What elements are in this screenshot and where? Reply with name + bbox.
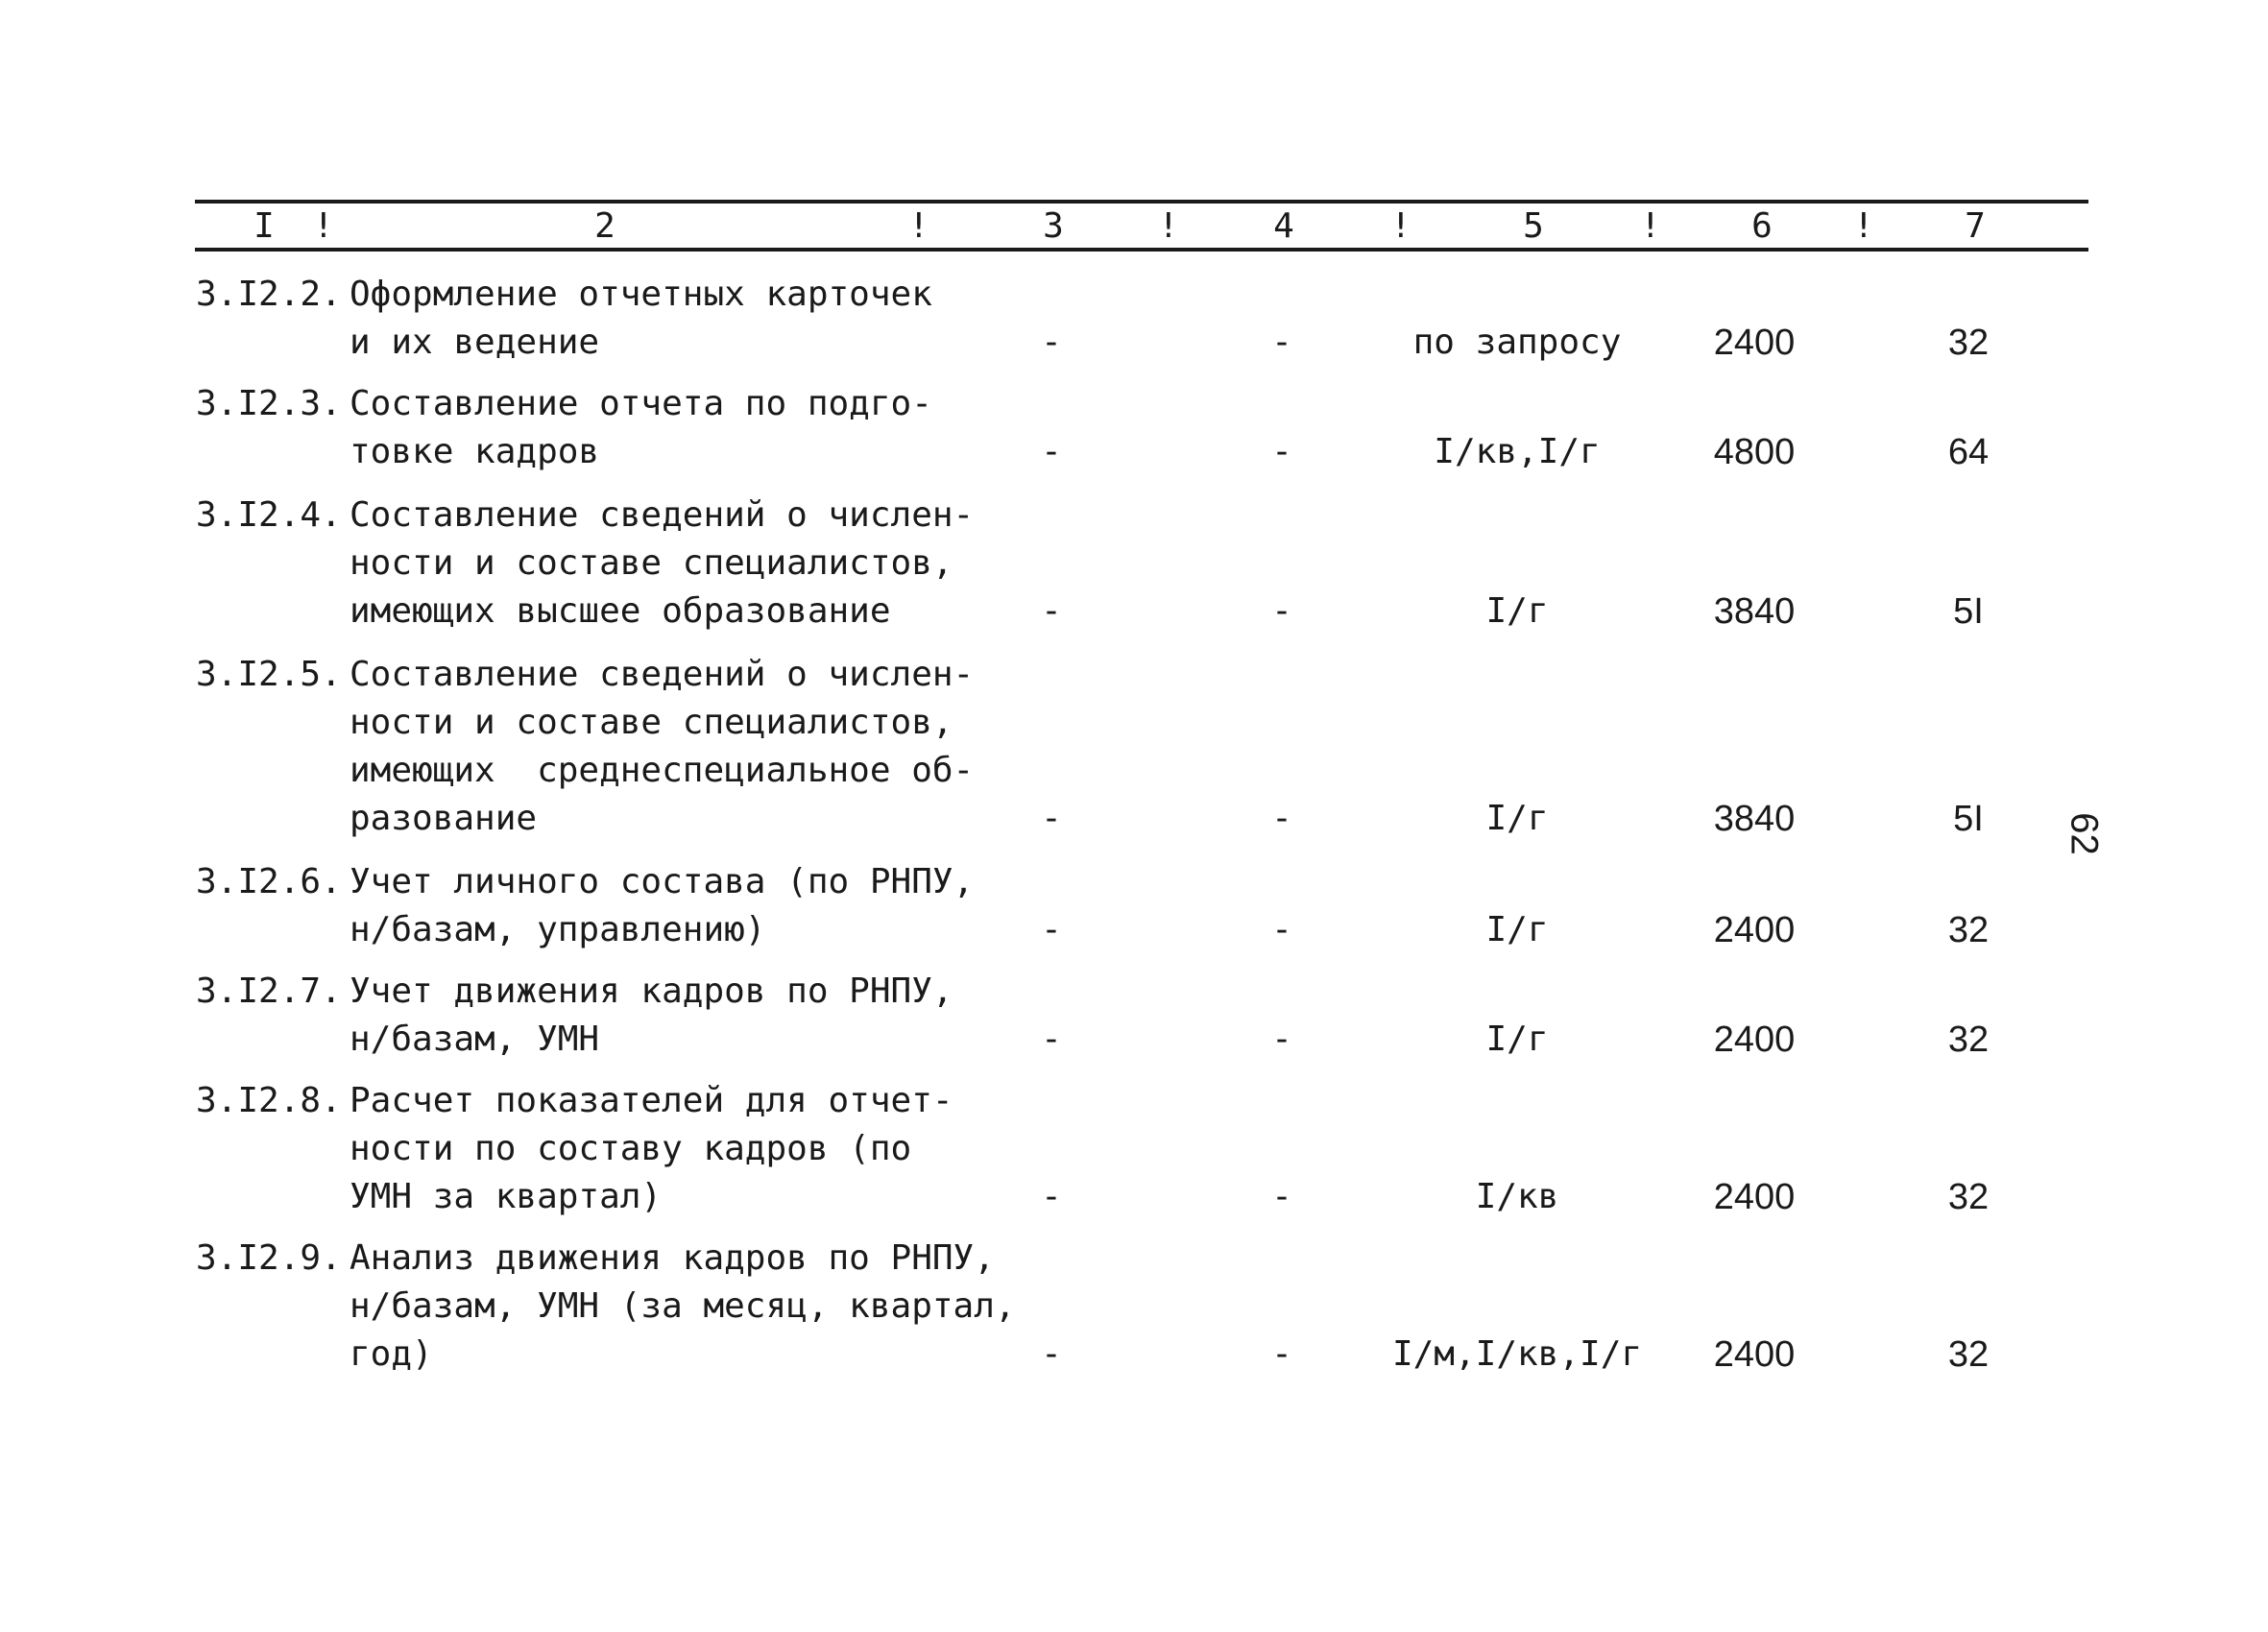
col4-value: - [1271, 432, 1292, 471]
col7-value: 64 [1947, 432, 1990, 472]
col4-value: - [1271, 323, 1292, 362]
col4-value: - [1271, 799, 1292, 838]
col7-value: 32 [1947, 1177, 1990, 1217]
item-description-line: Составление сведений о числен- [350, 495, 975, 535]
col7-value: 32 [1947, 910, 1990, 950]
item-description-line: н/базам, управлению) [350, 910, 766, 949]
item-number: 3.I2.5. [196, 655, 342, 694]
frequency-value: по запросу [1412, 323, 1622, 362]
col3-value: - [1041, 1334, 1062, 1374]
header-col-6: 6 [1751, 206, 1773, 246]
header-separator: ! [1158, 206, 1179, 246]
col3-value: - [1041, 323, 1062, 362]
header-separator: ! [1390, 206, 1411, 246]
frequency-value: I/г [1485, 799, 1549, 838]
header-col-5: 5 [1523, 206, 1544, 246]
item-number: 3.I2.7. [196, 972, 342, 1011]
header-col-1: I [253, 206, 275, 246]
col6-value: 4800 [1713, 432, 1796, 472]
item-description-line: УМН за квартал) [350, 1177, 663, 1216]
item-number: 3.I2.9. [196, 1238, 342, 1278]
col3-value: - [1041, 910, 1062, 949]
table-header-rule [195, 248, 2088, 252]
item-number: 3.I2.2. [196, 275, 342, 314]
item-description-line: н/базам, УМН (за месяц, квартал, [350, 1286, 1016, 1326]
item-description-line: Составление отчета по подго- [350, 384, 932, 423]
col6-value: 2400 [1713, 323, 1796, 363]
col4-value: - [1271, 910, 1292, 949]
header-separator: ! [1640, 206, 1661, 246]
col6-value: 2400 [1713, 1334, 1796, 1375]
col7-value: 32 [1947, 1020, 1990, 1060]
item-description-line: Учет личного состава (по РНПУ, [350, 862, 975, 901]
header-col-7: 7 [1965, 206, 1986, 246]
item-description-line: Учет движения кадров по РНПУ, [350, 972, 953, 1011]
col7-value: 32 [1947, 323, 1990, 363]
item-description-line: Оформление отчетных карточек [350, 275, 932, 314]
col7-value: 32 [1947, 1334, 1990, 1375]
item-description-line: товке кадров [350, 432, 600, 471]
col3-value: - [1041, 432, 1062, 471]
frequency-value: I/м,I/кв,I/г [1391, 1334, 1643, 1374]
item-description-line: ности и составе специалистов, [350, 543, 953, 583]
frequency-value: I/кв [1475, 1177, 1559, 1216]
frequency-value: I/г [1485, 591, 1549, 631]
table-top-rule [195, 200, 2088, 204]
col7-value: 5I [1953, 799, 1984, 839]
col4-value: - [1271, 1177, 1292, 1216]
header-col-2: 2 [594, 206, 615, 246]
col6-value: 2400 [1713, 1020, 1796, 1060]
col7-value: 5I [1953, 591, 1984, 632]
item-description-line: имеющих среднеспециальное об- [350, 751, 975, 790]
item-number: 3.I2.3. [196, 384, 342, 423]
frequency-value: I/г [1485, 910, 1549, 949]
item-description-line: и их ведение [350, 323, 600, 362]
item-description-line: н/базам, УМН [350, 1020, 600, 1059]
item-number: 3.I2.4. [196, 495, 342, 535]
col3-value: - [1041, 591, 1062, 631]
header-col-4: 4 [1273, 206, 1294, 246]
col4-value: - [1271, 1334, 1292, 1374]
item-description-line: Анализ движения кадров по РНПУ, [350, 1238, 995, 1278]
col6-value: 2400 [1713, 1177, 1796, 1217]
header-separator: ! [908, 206, 929, 246]
col3-value: - [1041, 799, 1062, 838]
header-col-3: 3 [1043, 206, 1064, 246]
frequency-value: I/кв,I/г [1434, 432, 1601, 471]
item-number: 3.I2.6. [196, 862, 342, 901]
item-description-line: Расчет показателей для отчет- [350, 1081, 953, 1120]
item-description-line: Составление сведений о числен- [350, 655, 975, 694]
item-description-line: разование [350, 799, 538, 838]
frequency-value: I/г [1485, 1020, 1549, 1059]
page-number: 62 [2063, 812, 2106, 855]
item-description-line: ности по составу кадров (по [350, 1129, 912, 1168]
col3-value: - [1041, 1177, 1062, 1216]
item-number: 3.I2.8. [196, 1081, 342, 1120]
item-description-line: ности и составе специалистов, [350, 703, 953, 742]
header-separator: ! [313, 206, 334, 246]
item-description-line: год) [350, 1334, 433, 1374]
col4-value: - [1271, 591, 1292, 631]
col6-value: 3840 [1713, 591, 1796, 632]
header-separator: ! [1853, 206, 1874, 246]
item-description-line: имеющих высшее образование [350, 591, 891, 631]
col4-value: - [1271, 1020, 1292, 1059]
col6-value: 2400 [1713, 910, 1796, 950]
col6-value: 3840 [1713, 799, 1796, 839]
col3-value: - [1041, 1020, 1062, 1059]
